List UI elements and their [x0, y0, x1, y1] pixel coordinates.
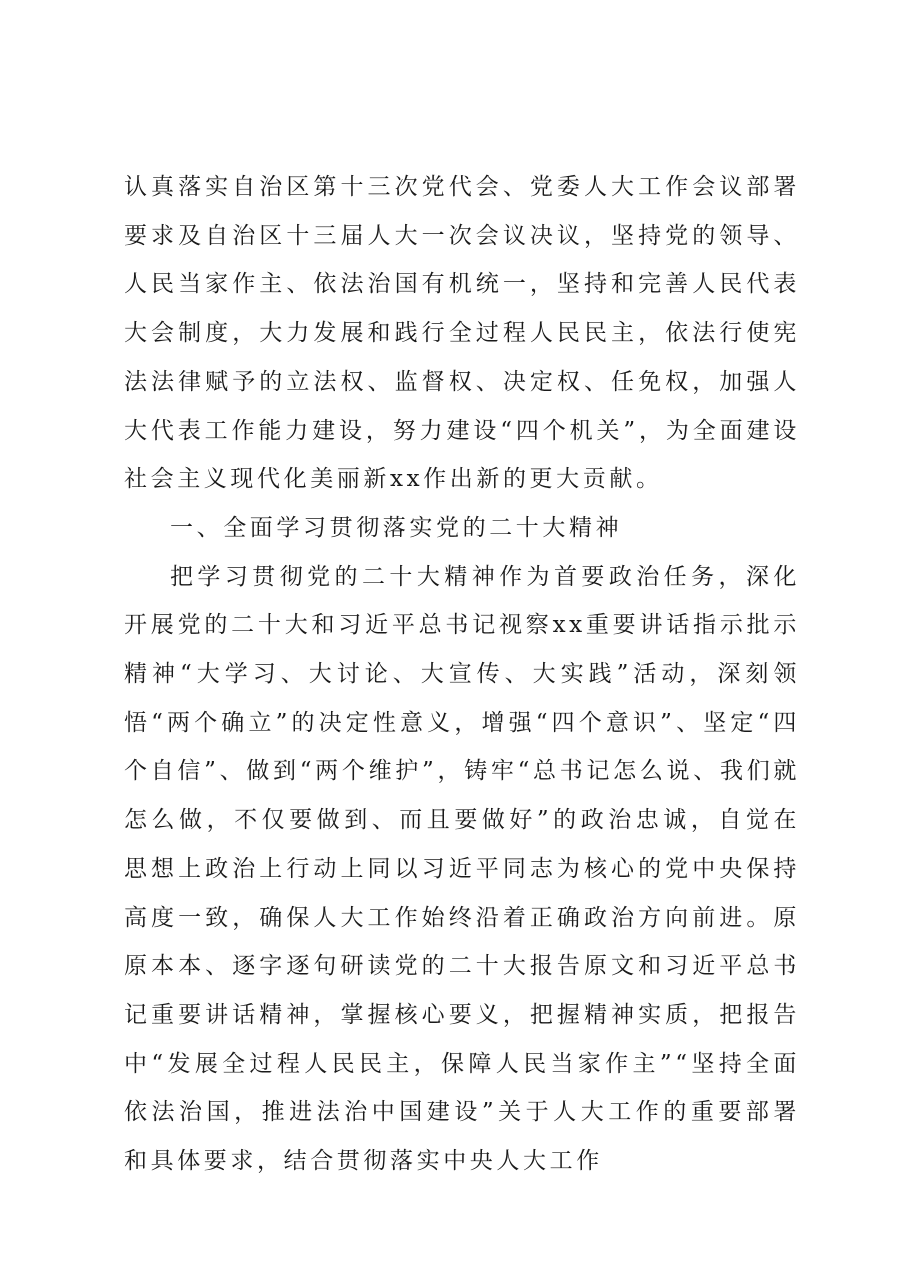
paragraph-continuation: 认真落实自治区第十三次党代会、党委人大工作会议部署要求及自治区十三届人大一次会议决议，坚持党的领导、人民当家作主、依法治国有机统一，坚持和完善人民代表大会制度，大力发展和践行全过程人民民主，依法行使宪法法律赋予的立法权、监督权、决定权、任免权，加强人大代表工作能力建设，努力建设“四个机关”，为全面建设社会主义现代化美丽新xx作出新的更大贡献。 — [124, 174, 800, 493]
document-body — [124, 163, 800, 1186]
section-heading: 一、全面学习贯彻落实党的二十大精神 — [170, 514, 623, 541]
paragraph-section-body: 把学习贯彻党的二十大精神作为首要政治任务，深化开展党的二十大和习近平总书记视察xx重要讲话指示批示精神“大学习、大讨论、大宣传、大实践”活动，深刻领悟“两个确立”的决定性意义，增强“四个意识”、坚定“四个自信”、做到“两个维护”，铸牢“总书记怎么说、我们就怎么做，不仅要做到、而且要做好”的政治忠诚，自觉在思想上政治上行动上同以习近平同志为核心的党中央保持高度一致，确保人大工作始终沿着正确政治方向前进。原原本本、逐字逐句研读党的二十大报告原文和习近平总书记重要讲话精神，掌握核心要义，把握精神实质，把报告中“发展全过程人民民主，保障人民当家作主”“坚持全面依法治国，推进法治中国建设”关于人大工作的重要部署和具体要求，结合贯彻落实中央人大工作 — [124, 563, 800, 1175]
